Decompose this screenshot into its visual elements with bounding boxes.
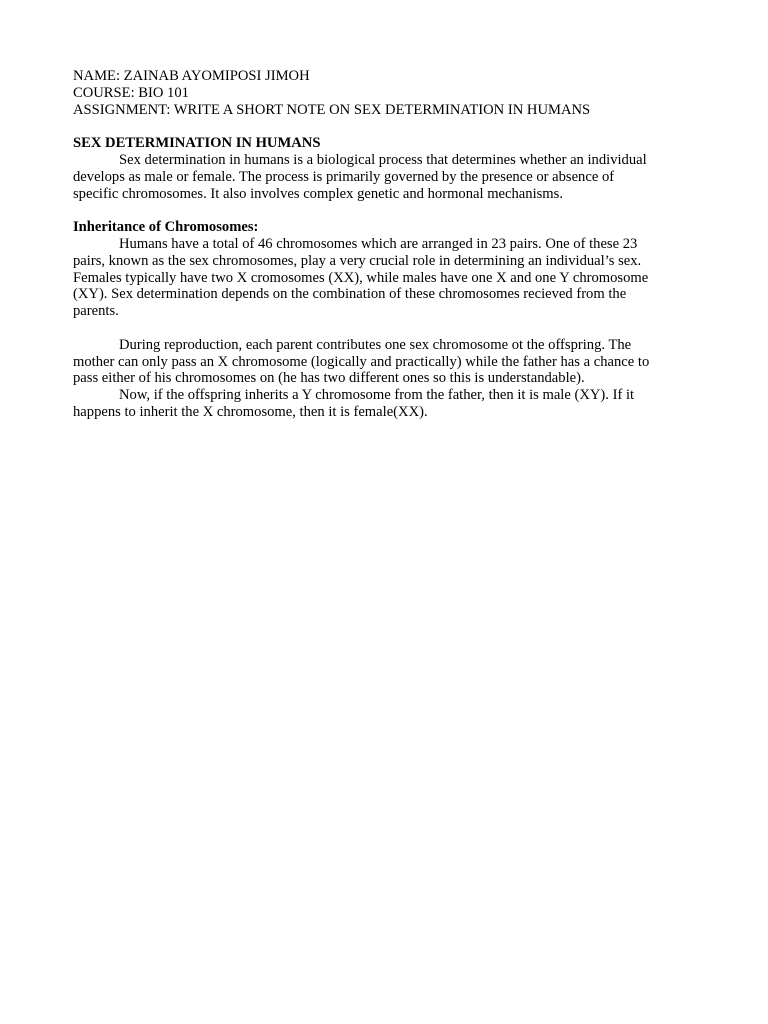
spacer xyxy=(73,320,695,337)
paragraph-line: specific chromosomes. It also involves complex genetic and hormonal mechanisms. xyxy=(73,185,563,202)
paragraph-line: mother can only pass an X chromosome (logically and practically) while the father has a chance to xyxy=(73,353,650,370)
paragraph-line: During reproduction, each parent contributes one sex chromosome ot the offspring. The xyxy=(119,336,632,353)
paragraph-line: (XY). Sex determination depends on the combination of these chromosomes recieved from the xyxy=(73,286,627,303)
paragraph-line: Females typically have two X cromosomes (XX), while males have one X and one Y chromosome xyxy=(73,269,649,286)
paragraph-line: develops as male or female. The process is primarily governed by the presence or absence of xyxy=(73,168,615,185)
inheritance-paragraph-1 xyxy=(73,236,695,320)
paragraph-line: happens to inherit the X chromosome, then it is female(XX). xyxy=(73,403,428,420)
inheritance-paragraph-2 xyxy=(73,337,695,387)
paragraph-line: Sex determination in humans is a biological process that determines whether an individual xyxy=(119,151,647,168)
student-name: NAME: ZAINAB AYOMIPOSI JIMOH xyxy=(73,68,310,84)
section-heading-inheritance: Inheritance of Chromosomes: xyxy=(73,219,259,236)
assignment-line: ASSIGNMENT: WRITE A SHORT NOTE ON SEX DETERMINATION IN HUMANS xyxy=(73,101,591,118)
document-page xyxy=(73,68,695,421)
paragraph-line: parents. xyxy=(73,303,119,320)
course-line: COURSE: BIO 101 xyxy=(73,84,189,101)
paragraph-line: pairs, known as the sex chromosomes, play a very crucial role in determining an individual’s sex. xyxy=(73,252,642,269)
paragraph-line: Now, if the offspring inherits a Y chromosome from the father, then it is male (XY). If it xyxy=(119,387,635,404)
intro-paragraph xyxy=(73,152,695,202)
paragraph-line: Humans have a total of 46 chromosomes which are arranged in 23 pairs. One of these 23 xyxy=(119,235,638,252)
paragraph-line: pass either of his chromosomes on (he has two different ones so this is understandable). xyxy=(73,370,585,387)
section-heading-sex-determination: SEX DETERMINATION IN HUMANS xyxy=(73,135,321,152)
spacer xyxy=(73,202,695,219)
inheritance-paragraph-3 xyxy=(73,387,695,421)
spacer xyxy=(73,118,695,135)
